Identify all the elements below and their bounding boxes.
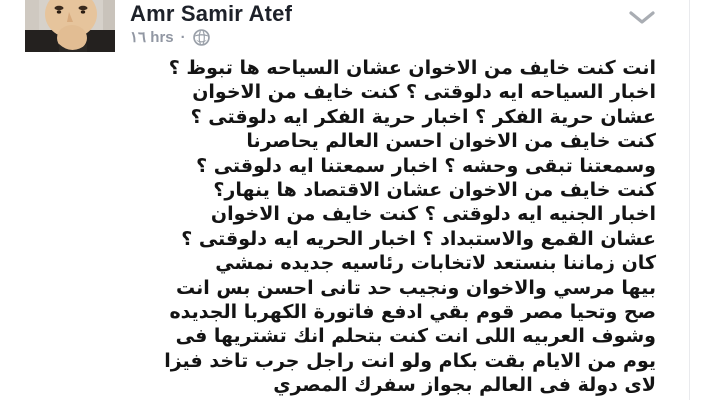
- post-text-line: عشان حرية الفكر ؟ اخبار حرية الفكر ايه دلوقتى ؟: [190, 105, 656, 128]
- chevron-down-icon: [629, 11, 655, 24]
- profile-picture[interactable]: [25, 0, 115, 52]
- author-name-link[interactable]: Amr Samir Atef: [130, 1, 293, 26]
- post-text-line: انت كنت خايف من الاخوان عشان السياحه ها تبوظ ؟: [168, 57, 656, 79]
- post-text-line: كنت خايف من الاخوان عشان الاقتصاد ها ينهار؟: [213, 179, 656, 202]
- globe-icon: [193, 29, 210, 46]
- post-text-line: يوم من الايام بقت بكام ولو انت راجل جرب تاخد فيزا: [164, 349, 656, 372]
- post-meta[interactable]: [130, 28, 210, 46]
- timestamp[interactable]: ١٦ hrs: [130, 29, 174, 46]
- post-options-button[interactable]: [624, 6, 660, 28]
- post-text-line: لاى دولة فى العالم بجواز سفرك المصري: [273, 374, 656, 397]
- post-card-right-border: [689, 0, 690, 400]
- post-text-line: اخبار الجنيه ايه دلوقتى ؟ كنت خايف من الاخوان: [210, 203, 656, 226]
- post-text-line: وشوف العربيه اللى انت كنت بتحلم انك تشتريها فى: [175, 325, 656, 348]
- post-body: [20, 56, 656, 398]
- post-text-line: كان زماننا بنستعد لاتخابات رئاسيه جديده نمشي: [215, 252, 656, 275]
- meta-separator: ·: [180, 28, 186, 46]
- post-text-line: صح وتحيا مصر قوم بقي ادفع فاتورة الكهربا الجديده: [169, 301, 656, 324]
- post-text-line: اخبار السياحه ايه دلوقتى ؟ كنت خايف من الاخوان: [192, 81, 656, 104]
- post-text-line: وسمعتنا تبقى وحشه ؟ اخبار سمعتنا ايه دلوقتى ؟: [196, 154, 656, 177]
- post-header: [0, 0, 702, 55]
- post-text-line: بيها مرسي والاخوان ونجيب حد تانى احسن بس انت: [176, 276, 656, 299]
- profile-picture-image: [25, 0, 115, 52]
- post-text-line: كنت خايف من الاخوان احسن العالم يحاصرنا: [246, 130, 656, 153]
- post-text-line: عشان القمع والاستبداد ؟ اخبار الحريه ايه دلوقتى ؟: [181, 227, 656, 250]
